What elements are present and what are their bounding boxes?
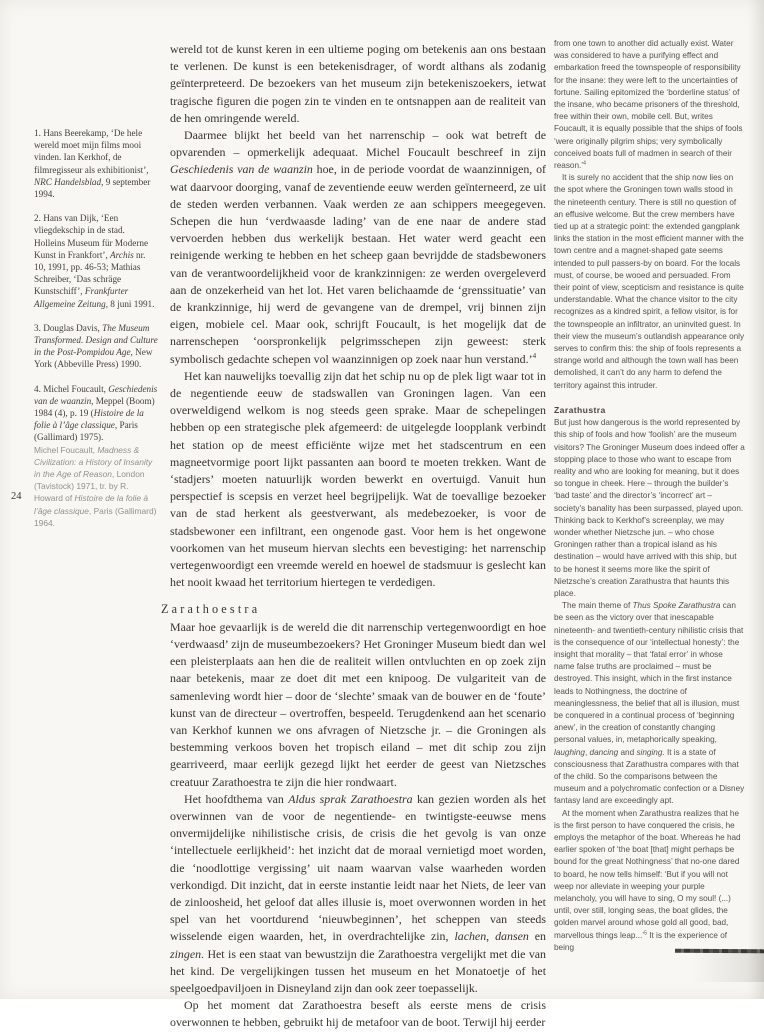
footnotes-column xyxy=(34,127,158,541)
paragraph: But just how dangerous is the world represented by this ship of fools and how ‘foolish’ are the museum visitors? The Groninger Museum does indeed offer a stopping place to those who want to escape from reality and who are looking for meaning, but it does so tongue in cheek. Here – through the builder’s ‘bad taste’ and the director’s ‘incorrect’ art – society’s banality has been surpassed, played upon. Thinking back to Kerkhof’s screenplay, we may wonder whether Nietzsche jun. – who chose Groningen rather than a tropical island as his destination – would have arrived with this ship, but to be honest it seems more like the spirit of Nietzsche’s creation Zarathustra that haunts this place. xyxy=(554,418,745,598)
paragraph: 2. Hans van Dijk, ‘Een vliegdekschip in de stad. Holleins Museum für Moderne Kunst in Frankfort’, Archis nr. 10, 1991, pp. 46-53; Mathias Schreiber, ‘Das schräge Kunstschiff’, Frankfurter Allgemeine Zeitung, 8 juni 1991. xyxy=(34,213,155,309)
translation-column xyxy=(554,38,745,954)
paragraph: from one town to another did actually exist. Water was considered to have a purifying effect and embarkation freed the townspeople of responsibility for the insane: they were left to the uncertainties of fortune. Sailing epitomized the ‘borderline status’ of the insane, who became prisoners of the threshold, free within their own, mobile cell. But, writes Foucault, it is equally possible that the ships of fools ‘were originally pilgrim ships; very symbolically conceived boats full of madmen in search of their reason.’$^4$ xyxy=(554,39,743,171)
paragraph: 1. Hans Beerekamp, ‘De hele wereld moet mijn films mooi vinden. Ian Kerkhof, de filmregisseur als exhibitionist’, NRC Handelsblad, 9 september 1994. xyxy=(34,128,151,200)
page-number: 24 xyxy=(11,491,22,502)
heading-zarathustra: Zarathustra xyxy=(554,404,606,415)
paragraph: 3. Douglas Davis, The Museum Transformed. Design and Culture in the Post-Pompidou Age, New York (Abbeville Press) 1990. xyxy=(34,322,158,370)
paragraph: Daarmee blijkt het beeld van het narrenschip – ook wat betreft de opvarenden – opmerkelijk adequaat. Michel Foucault beschreef in zijn Geschiedenis van de waanzin hoe, in de periode voordat de waanzinnigen, of wat daarvoor doorging, vanaf de zeventiende eeuw werden geïnterneerd, ze uit de steden werden verbannen. Vaak werden ze aan schippers meegegeven. Schepen die hun ‘verdwaasde lading’ van de ene naar de andere stad vervoerden hebben dus werkelijk bestaan. Het water werd geacht een reinigende werking te hebben en het scheep gaan bevrijdde de stadsbewoners van de verantwoordelijkheid voor de krankzinnigen: ze werden overgeleverd aan de onzekerheid van het lot. Het varen belichaamde de ‘grenssituatie’ van de krankzinnige, hij werd de gevangene van de drempel, vrij binnen zijn eigen, mobiele cel. Maar ook, schrijft Foucault, is het mogelijk dat de narrenschepen ‘oorspronkelijk pelgrimsschepen zijn geweest: sterk symbolisch gedachte schepen vol waanzinnigen op zoek naar hun verstand.’$^4$ xyxy=(170,128,546,366)
paragraph: At the moment when Zarathustra realizes that he is the first person to have conquered the crisis, he employs the metaphor of the boat. Whereas he had earlier spoken of ‘the boat [that] might perhaps be bound for the great Nothingness’ that no-one dared to board, he now tells himself: ‘But if you will not weep nor alleviate in weeping your purple melancholy, you will have to sing, O my soul! (...) until, over still, longing seas, the boat glides, the golden marvel around whose gold all good, bad, marvellous things leap...’$^5$ It is the experience of being xyxy=(554,808,741,952)
page-right-edge-shade xyxy=(748,0,764,999)
paragraph: 4. Michel Foucault, Geschiedenis van de waanzin, Meppel (Boom) 1984 (4), p. 19 (Histoire de la folie à l’âge classique, Paris (Gallimard) 1975). xyxy=(34,383,158,443)
main-text-column xyxy=(161,41,546,1032)
heading-zarathoestra: Zarathoestra xyxy=(161,601,261,616)
paragraph: Op het moment dat Zarathoestra beseft als eerste mens de crisis overwonnen te hebben, gebruikt hij de metafoor van de boot. Terwijl hij eerder xyxy=(170,998,546,1030)
paragraph: Michel Foucault, Madness & Civilization: a History of Insanity in the Age of Reason, London (Tavistock) 1971, tr. by R. Howard of Histoire de la folie à l’âge classique, Paris (Gallimard) 1964. xyxy=(34,444,157,528)
scan-corner-shadow xyxy=(692,952,764,982)
paragraph: Het hoofdthema van Aldus sprak Zarathoestra kan gezien worden als het overwinnen van de voor de negentiende- en twintigste-eeuwse mens onvermijdelijke nihilistische crisis, de crisis die het gevolg is van onze ‘intellectuele eerlijkheid’: het inzicht dat de moraal vernietigd moet worden, die ‘noodlottige vergissing’ uit naam waarvan valse waarheden worden verkondigd. Dit inzicht, dat in eerste instantie leidt naar het Niets, de leer van de zinloosheid, het geloof dat alles illusie is, moet overwonnen worden in het spel van het voortdurend ‘nieuwbeginnen’, het scheppen van steeds wisselende eigen waarden, het, in overdrachtelijke zin, lachen, dansen en zingen. Het is een staat van bewustzijn die Zarathoestra vergelijkt met die van het kind. De vergelijkingen tussen het museum en het Monatoetje of het speelgoedpaviljoen in Disneyland zijn dan ook zeer toepasselijk. xyxy=(170,791,546,995)
paragraph: Het kan nauwelijks toevallig zijn dat het schip nu op de plek ligt waar tot in de negentiende eeuw de stadswallen van Groningen lagen. Van een overweldigend welkom is nog steeds geen sprake. Maar de schepelingen hebben op een strategische plek afgemeerd: de uitgelegde loopplank verbindt het station op de meest efficiënte wijze met het stadscentrum en een magneetvormige poort lijkt passanten aan boord te moeten trekken. Want de ‘stadjers’ moeten natuurlijk worden bewerkt en overtuigd. Vanuit hun perspectief is scepsis en verzet heel begrijpelijk. Wat de toevallige bezoeker van de stad herkent als geestverwant, als medebezoeker, is voor de stadsbewoner een infiltrant, een ongenode gast. Voor hem is het ongewone voorkomen van het museum hiervan slechts een bevestiging: het narrenschip vertegenwoordigt een vreemde wereld en hoewel de stadsmuur is geslecht kan het nooit kwaad het territorium hiertegen te verdedigen. xyxy=(170,368,546,590)
paragraph: wereld tot de kunst keren in een ultieme poging om betekenis aan ons bestaan te verlenen. De kunst is een betekenisdrager, of wordt althans als zodanig geïnterpreteerd. De bezoekers van het museum zijn betekeniszoekers, ietwat tragische figuren die pogen zin te vinden en te ontsnappen aan de realiteit van de hen omringende wereld. xyxy=(170,42,546,125)
paragraph: Maar hoe gevaarlijk is de wereld die dit narrenschip vertegenwoordigt en hoe ‘verdwaasd’ zijn de museumbezoekers? Het Groninger Museum biedt dan wel een pleisterplaats aan hen die de realiteit willen ontvluchten en op zoek zijn naar betekenis, maar ze doet dit met een knipoog. De vulgariteit van de samenleving wordt hier – door de ‘slechte’ smaak van de bouwer en de ‘foute’ kunst van de directeur – overtroffen, bespeeld. Terugdenkend aan het scenario van Kerkhof kunnen we ons afvragen of Nietzsche jr. – die Groningen als bestemming verkoos boven het tropisch eiland – met dit schip zou zijn gearriveerd, maar eerlijk gezegd lijkt het eerder de geest van Nietzsches creatuur Zarathoestra te zijn die hier rondwaart. xyxy=(170,619,546,789)
paragraph: It is surely no accident that the ship now lies on the spot where the Groningen town walls stood in the nineteenth century. There is still no question of an effusive welcome. But the crew members have tied up at a strategic point: the extended gangplank links the station in the most efficient manner with the town centre and a magnet-shaped gate seems intended to pull passers-by on board. For the locals must, of course, be wooed and persuaded. From their point of view, scepticism and resistance is quite understandable. What the chance visitor to the city recognizes as a kindred spirit, a fellow visitor, is for the townspeople an infiltrator, an uninvited guest. In their view the museum’s outlandish appearance only serves to confirm this: the ship of fools represents a strange world and although the town wall has been demolished, it can’t do any harm to defend the territory against this intruder. xyxy=(554,173,745,390)
paragraph: The main theme of Thus Spoke Zarathustra can be seen as the victory over that inescapable nineteenth- and twentieth-century nihilistic crisis that is the consequence of our ‘intellectual honesty’: the insight that morality – that ‘fatal error’ in whose name false truths are proclaimed – must be destroyed. This insight, which in the first instance leads to Nothingness, the doctrine of meaninglessness, the belief that all is illusion, must be conquered in a continual process of ‘beginning anew’, in the creation of constantly changing personal values, in, metaphorically speaking, laughing, dancing and singing. It is a state of consciousness that Zarathustra compares with that of the child. So the comparisons between the museum and a polychromatic confection or a Disney fantasy land are exceedingly apt. xyxy=(554,601,745,806)
